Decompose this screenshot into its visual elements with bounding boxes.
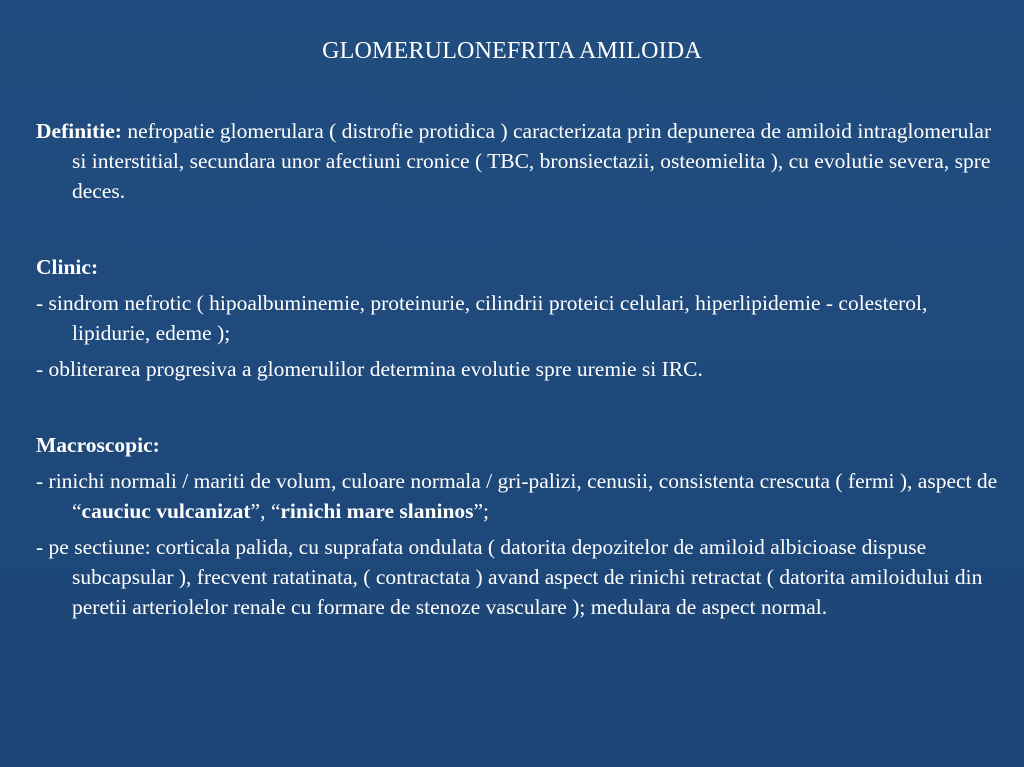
term-rinichi-mare-slaninos: rinichi mare slaninos — [280, 499, 474, 523]
macroscopic-item-1-part2: ”, “ — [250, 499, 281, 523]
definitie-label: Definitie: — [36, 119, 122, 143]
term-cauciuc-vulcanizat: cauciuc vulcanizat — [81, 499, 251, 523]
slide-content — [36, 116, 1004, 622]
macroscopic-item-1-part1: - rinichi normali / mariti de volum, culoare normala / gri-palizi, cenusii, consistenta crescuta ( fermi ), aspect de “ — [36, 469, 998, 523]
clinic-item-1: - sindrom nefrotic ( hipoalbuminemie, proteinurie, cilindrii proteici celulari, hiperlipidemie - colesterol, lipidurie, edeme ); — [36, 291, 928, 345]
definitie-paragraph — [36, 116, 1004, 206]
definitie-text: nefropatie glomerulara ( distrofie protidica ) caracterizata prin depunerea de amiloid intraglomerular si interstitial, secundara unor afectiuni cronice ( TBC, bronsiectazii, osteomielita ), cu evolutie severa, spre deces. — [72, 119, 992, 203]
macroscopic-item-1-part3: ”; — [473, 499, 490, 523]
macroscopic-heading: Macroscopic: — [36, 433, 160, 457]
slide-title: GLOMERULONEFRITA AMILOIDA — [322, 38, 702, 64]
macroscopic-item-2: - pe sectiune: corticala palida, cu suprafata ondulata ( datorita depozitelor de amiloid albicioase dispuse subcapsular ), frecvent ratatinata, ( contractata ) avand aspect de rinichi retractat ( datorita amiloidului din peretii arteriolelor renale cu formare de stenoze vasculare ); medulara de aspect normal. — [36, 535, 983, 619]
clinic-heading: Clinic: — [36, 255, 99, 279]
clinic-item-2: - obliterarea progresiva a glomerulilor determina evolutie spre uremie si IRC. — [36, 357, 703, 381]
macroscopic-item-1 — [36, 466, 1004, 526]
